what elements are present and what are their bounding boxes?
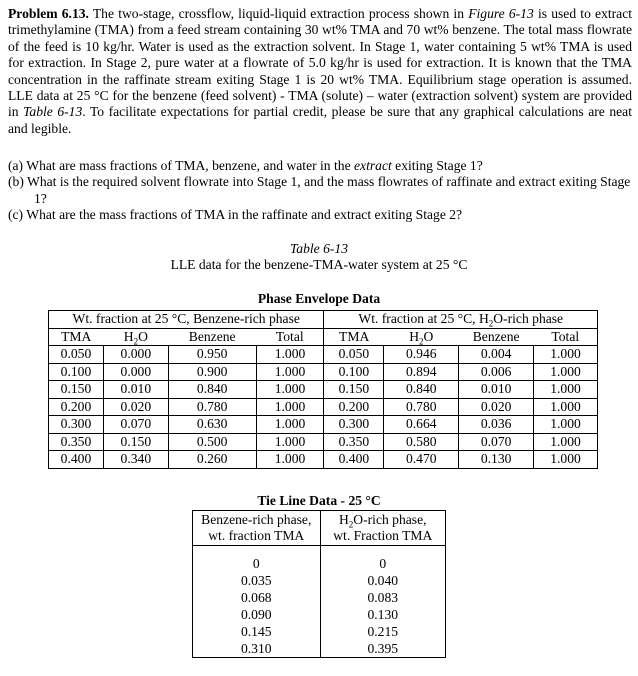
table-cell: 0.010 [459,381,534,399]
table-cell: 1.000 [534,451,598,469]
column-header: Benzene [459,328,534,346]
table-cell: 1.000 [256,398,324,416]
table-row [49,398,598,416]
table-caption [0,241,638,274]
table-cell: 0.900 [168,363,256,381]
table-cell: 0.000 [103,363,168,381]
table-cell: 0.840 [384,381,459,399]
group-header-benzene-rich: Wt. fraction at 25 °C, Benzene-rich phase [49,311,324,329]
table-cell: 0.150 [324,381,384,399]
tie-line-cell: 0 [193,556,321,573]
table-cell: 1.000 [534,363,598,381]
phase-envelope-body [49,346,598,469]
table-row [49,416,598,434]
table-cell: 1.000 [256,363,324,381]
table-cell: 0.340 [103,451,168,469]
table-cell: 0.300 [49,416,104,434]
table-cell: 0.400 [49,451,104,469]
table-cell: 1.000 [256,416,324,434]
tie-line-row [193,640,446,657]
table-cell: 0.780 [384,398,459,416]
table-cell: 1.000 [534,416,598,434]
question-a-text-end: exiting Stage 1? [391,158,483,173]
table-cell: 0.100 [49,363,104,381]
question-a-text: (a) What are mass fractions of TMA, benzene, and water in the [8,158,355,173]
table-cell: 0.000 [103,346,168,364]
table-row [49,381,598,399]
table-cell: 0.130 [459,451,534,469]
table-row [49,451,598,469]
tie-line-table [192,510,446,658]
table-cell: 0.630 [168,416,256,434]
column-header: TMA [49,328,104,346]
column-header: Benzene [168,328,256,346]
tie-line-cell: 0.035 [193,573,321,590]
table-cell: 0.946 [384,346,459,364]
column-header: $H_2O$ [103,328,168,346]
column-header: $H_2O$ [384,328,459,346]
table-cell: 0.664 [384,416,459,434]
table-cell: 0.006 [459,363,534,381]
phase-envelope-table [48,310,598,469]
table-cell: 0.950 [168,346,256,364]
question-c: (c) What are the mass fractions of TMA in the raffinate and extract exiting Stage 2? [8,207,463,223]
table-cell: 0.400 [324,451,384,469]
table-ref: Table 6-13 [23,104,83,120]
table-cell: 0.150 [49,381,104,399]
tie-line-cell: 0.215 [367,623,399,639]
tie-line-cell: 0.145 [193,624,321,641]
tie-line-right-header: $H_2O$-rich phase, wt. Fraction TMA [320,511,446,546]
table-cell: 0.840 [168,381,256,399]
table-cell: 0.350 [49,433,104,451]
table-cell: 0.894 [384,363,459,381]
table-cell: 0.010 [103,381,168,399]
problem-text-1: The two-stage, crossflow, liquid-liquid extraction process shown in [88,6,469,21]
question-a-emphasis: extract [354,158,392,173]
table-cell: 1.000 [256,381,324,399]
table-cell: 0.200 [49,398,104,416]
table-cell: 0.070 [103,416,168,434]
table-row [49,346,598,364]
table-cell: 0.036 [459,416,534,434]
table-cell: 0.020 [103,398,168,416]
tie-line-cell: 0.083 [367,590,399,606]
problem-label: Problem 6.13. [8,6,89,21]
table-cell: 1.000 [534,433,598,451]
table-cell: 0.260 [168,451,256,469]
table-cell: 0.300 [324,416,384,434]
table-caption-title: LLE data for the benzene-TMA-water system at 25 °C [170,257,468,273]
table-cell: 0.470 [384,451,459,469]
table-cell: 1.000 [256,346,324,364]
tie-line-cell: 0.310 [193,640,321,657]
table-row [49,363,598,381]
tie-line-row [193,573,446,590]
column-header: Total [256,328,324,346]
table-cell: 1.000 [256,433,324,451]
figure-ref: Figure 6-13 [468,6,534,21]
table-cell: 1.000 [256,451,324,469]
table-cell: 0.020 [459,398,534,416]
tie-line-title: Tie Line Data - 25 °C [257,493,381,508]
table-cell: 1.000 [534,381,598,399]
problem-statement [8,6,632,137]
table-cell: 0.350 [324,433,384,451]
column-header: TMA [324,328,384,346]
table-cell: 0.050 [324,346,384,364]
table-cell: 0.580 [384,433,459,451]
column-header: Total [534,328,598,346]
question-b: (b) What is the required solvent flowrate into Stage 1, and the mass flowrates of raffinate and extract exiting Stage 1? [8,174,631,206]
group-header-water-rich: Wt. fraction at 25 °C, $H_2O$-rich phase [324,311,598,329]
table-cell: 1.000 [534,398,598,416]
tie-line-cell: 0.068 [193,590,321,607]
tie-line-cell: 0 [379,556,387,572]
tie-line-body [193,556,446,658]
table-cell: 0.780 [168,398,256,416]
table-caption-label: Table 6-13 [289,241,349,256]
table-cell: 0.070 [459,433,534,451]
table-cell: 1.000 [534,346,598,364]
tie-line-cell: 0.130 [367,606,399,622]
tie-line-row [193,556,446,573]
tie-line-row [193,590,446,607]
table-row [49,433,598,451]
tie-line-row [193,624,446,641]
column-header-row [49,328,598,346]
questions-list [8,158,632,224]
table-cell: 0.050 [49,346,104,364]
problem-text-3: . To facilitate expectations for partial credit, please be sure that any graphical calculations are neat and legible. [8,104,632,136]
table-cell: 0.500 [168,433,256,451]
table-cell: 0.004 [459,346,534,364]
table-cell: 0.150 [103,433,168,451]
question-a [8,158,632,174]
tie-line-left-header: Benzene-rich phase, wt. fraction TMA [193,511,321,546]
phase-envelope-title: Phase Envelope Data [257,291,381,306]
table-cell: 0.200 [324,398,384,416]
table-cell: 0.100 [324,363,384,381]
tie-line-row [193,607,446,624]
tie-line-cell: 0.040 [367,573,399,589]
tie-line-cell: 0.090 [193,607,321,624]
tie-line-cell: 0.395 [367,640,399,656]
problem-text-2: is used to extract trimethylamine (TMA) from a feed stream containing 30 wt% TMA and 70 wt% benzene. The total mass flowrate of the feed is 10 kg/hr. Water is used as the extraction solvent. In Stage 1, water containing 5 wt% TMA is used for extraction. In Stage 2, pure water at a flowrate of 5.0 kg/hr is used for extraction. It is known that the TMA concentration in the raffinate stream exiting Stage 1 is 20 wt% TMA. Equilibrium stage operation is assumed. LLE data at 25 °C for the benzene (feed solvent) - TMA (solute) – water (extraction solvent) system are provided in [8,6,633,120]
